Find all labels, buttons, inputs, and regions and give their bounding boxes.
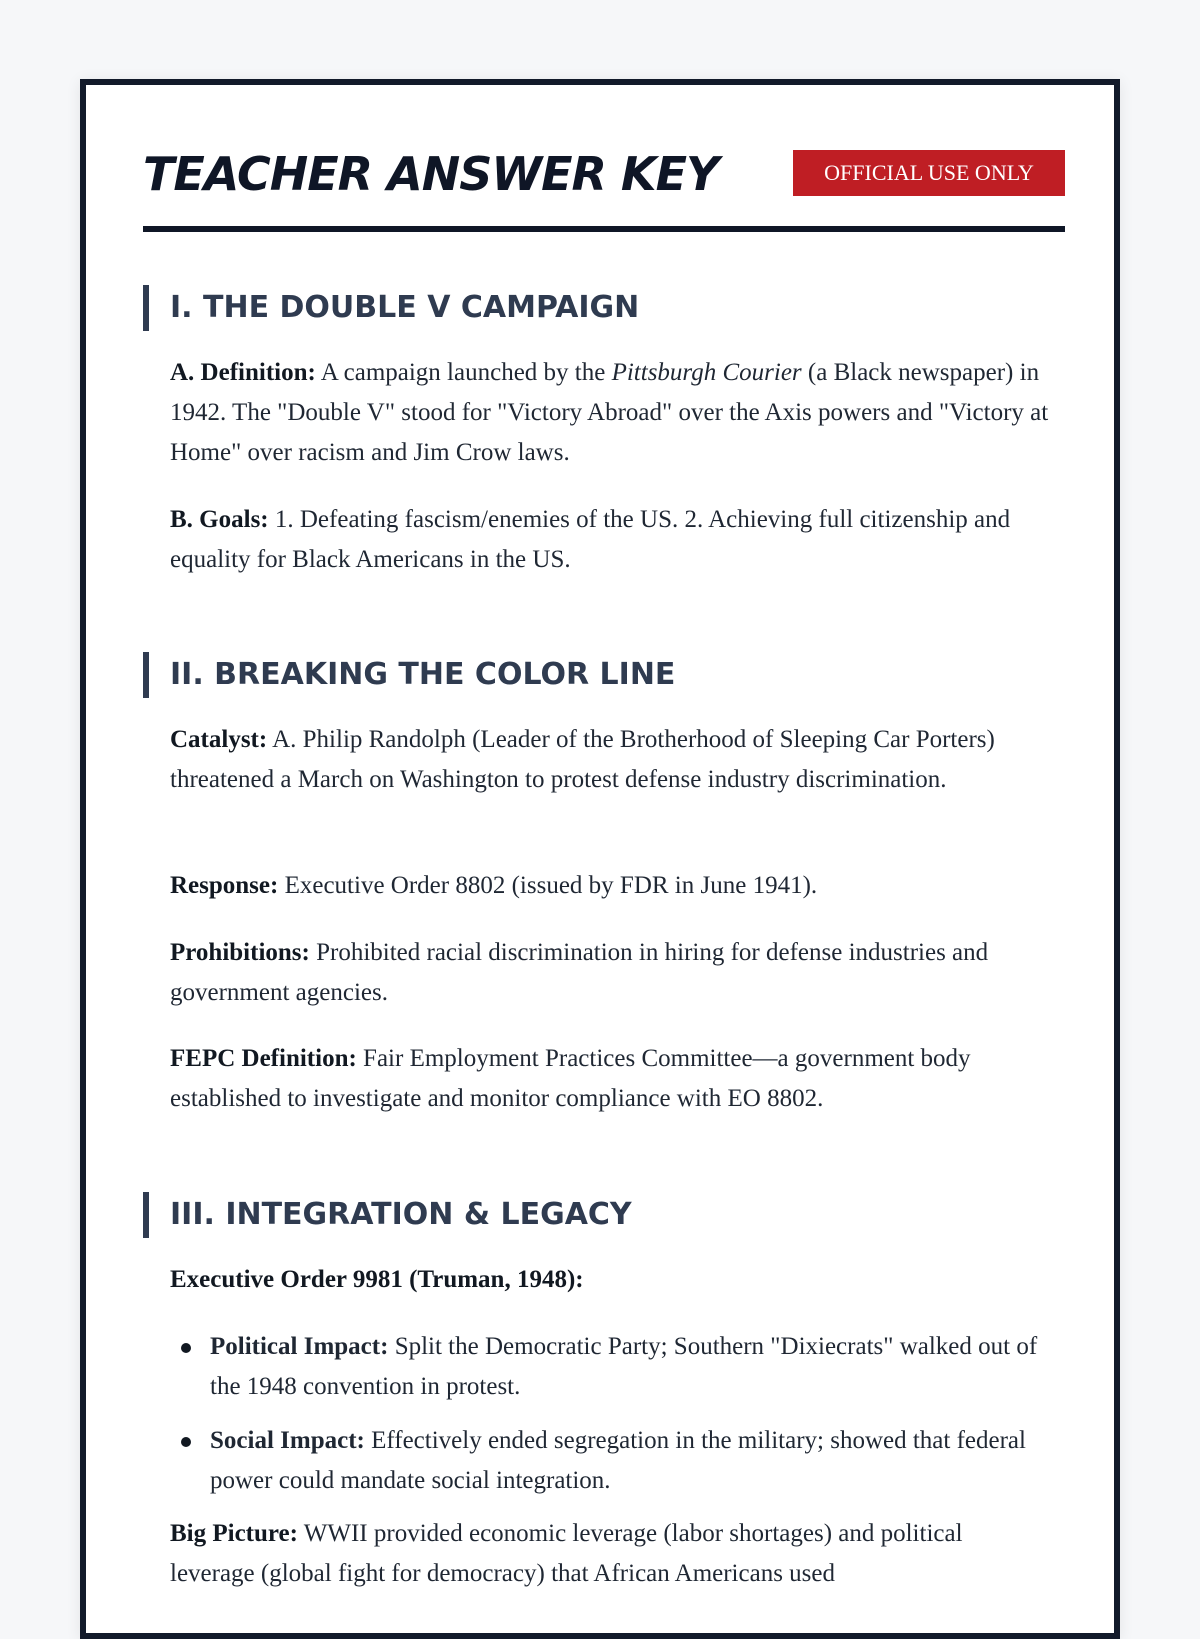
goals-label: B. Goals:: [170, 506, 269, 533]
eo-9981-heading: [170, 1260, 1050, 1300]
page-title: TEACHER ANSWER KEY: [143, 147, 719, 201]
social-impact-text: Effectively ended segregation in the military; showed that federal power could mandate social integration.: [210, 1427, 1026, 1494]
definition-label: A. Definition:: [170, 359, 316, 386]
response-label: Response:: [170, 872, 279, 899]
fepc-paragraph: [170, 1039, 1050, 1119]
fepc-text: Fair Employment Practices Committee—a government body established to investigate and monitor compliance with EO 8802.: [170, 1045, 971, 1112]
section-title-color-line: II. BREAKING THE COLOR LINE: [143, 652, 1043, 698]
official-use-badge: OFFICIAL USE ONLY: [793, 150, 1065, 196]
impact-list: [170, 1327, 1050, 1515]
definition-text-before: A campaign launched by the: [315, 359, 612, 386]
catalyst-text: A. Philip Randolph (Leader of the Brotherhood of Sleeping Car Porters) threatened a March on Washington to protest defense industry discrimination.: [170, 726, 995, 793]
eo-9981-label: Executive Order 9981 (Truman, 1948):: [170, 1266, 584, 1293]
big-picture-label: Big Picture:: [170, 1520, 298, 1547]
political-impact-label: Political Impact:: [210, 1333, 389, 1360]
list-item: [170, 1421, 1050, 1501]
newspaper-name: Pittsburgh Courier: [611, 359, 802, 386]
big-picture-paragraph: [170, 1514, 1050, 1594]
bullet-icon: [181, 1343, 191, 1353]
prohibitions-label: Prohibitions:: [170, 939, 310, 966]
catalyst-paragraph: [170, 720, 1050, 800]
political-impact-text: Split the Democratic Party; Southern "Dixiecrats" walked out of the 1948 convention in protest.: [210, 1333, 1038, 1400]
answer-key-sheet: [80, 79, 1120, 1639]
fepc-label: FEPC Definition:: [170, 1045, 357, 1072]
prohibitions-paragraph: [170, 933, 1050, 1013]
definition-paragraph: [170, 353, 1050, 473]
header-divider: [143, 226, 1065, 232]
response-paragraph: [170, 866, 1050, 906]
goals-text: 1. Defeating fascism/enemies of the US. 2. Achieving full citizenship and equality for Black Americans in the US.: [170, 506, 1011, 573]
header: [143, 142, 1065, 232]
big-picture-text: WWII provided economic leverage (labor shortages) and political leverage (global fight for democracy) that African Americans used: [170, 1520, 963, 1587]
response-text: Executive Order 8802 (issued by FDR in June 1941).: [278, 872, 818, 899]
social-impact-label: Social Impact:: [210, 1427, 365, 1454]
section-title-double-v: I. THE DOUBLE V CAMPAIGN: [143, 285, 1043, 331]
list-item: [170, 1327, 1050, 1407]
catalyst-label: Catalyst:: [170, 726, 268, 753]
goals-paragraph: [170, 500, 1050, 580]
prohibitions-text: Prohibited racial discrimination in hiring for defense industries and government agencies.: [170, 939, 989, 1006]
definition-text-after: (a Black newspaper) in 1942. The "Double V" stood for "Victory Abroad" over the Axis powers and "Victory at Home" over racism and Jim Crow laws.: [170, 359, 1049, 466]
section-title-integration: III. INTEGRATION & LEGACY: [143, 1192, 1043, 1238]
bullet-icon: [181, 1437, 191, 1447]
